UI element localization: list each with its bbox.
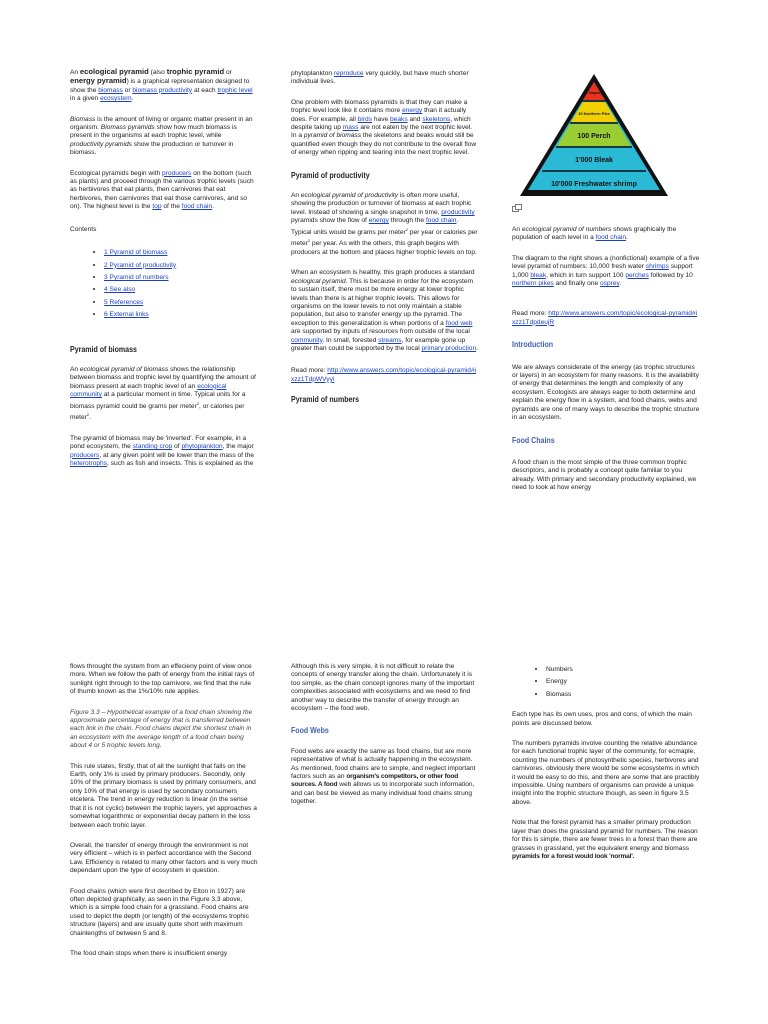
- link-community[interactable]: community: [291, 336, 323, 344]
- list-item: • Biomass: [546, 690, 700, 699]
- link-producers[interactable]: producers: [162, 169, 192, 177]
- healthy-paragraph: When an ecosystem is healthy, this graph produces a standard ecological pyramid. This is because in order for the ecosystem to sustain itself, there must be more energy at lower trophic levels than there is at higher trophic levels. This allows for organisms on the lower levels to not only maintain a stable population, but also to transfer energy up the pyramid. The exception to this generalization is when portions of a food web are supported by inputs of resources from outside of the local community. In small, forested streams, for example gone up greater than could be supported by the local primary production.: [291, 269, 478, 352]
- contents-list: [70, 248, 256, 319]
- continuation-paragraph: phytoplankton reproduce very quickly, but have much shorter individual lives.: [291, 70, 469, 86]
- forest-pyramid-paragraph: Note that the forest pyramid has a smaller primary production layer than does the grassland pyramid for numbers. The reason for this is simple, there are fewer trees in a forest than there are grasses in grassland, yet the equivalent energy and biomass pyramids for a forest would look 'normal'.: [512, 819, 698, 860]
- read-more-2: Read more: http://www.answers.com/topic/ecological-pyramid#ixzz1TdpdeujR: [512, 310, 698, 326]
- link-ecosystem[interactable]: ecosystem: [100, 95, 132, 103]
- numbers-pyramids-paragraph: The numbers pyramids involve counting the relative abundance for each functional trophic layer of the community, for ecmaple, counting the numbers of photosynthetic species, herbivores and carnivores. obviously there would be some ecosystems in which it would be easy to do this, and there are some that are practibly impossible. Using numbers of organisms can provide a unique insight into the trophic structure though, as seen in figure 3.5 above.: [512, 740, 700, 806]
- link-phytoplankton[interactable]: phytoplankton: [181, 443, 223, 451]
- link-streams[interactable]: streams: [378, 336, 402, 344]
- problem-paragraph: One problem with biomass pyramids is that they can make a trophic level look like it contains more energy than it actually does. For example, all birds have beaks and skeletons, which despite taking up mass are not eaten by the next trophic level. In a pyramid of biomass the skeletons and beaks would still be quantified even though they do not contribute to the overall flow of energy when ripping and tearing into the next trophic level.: [291, 98, 477, 157]
- link-producers-2[interactable]: producers: [70, 451, 100, 459]
- rule-paragraph: This rule states, firstly, that of all the sunlight that falls on the Earth, only 1% is used by primary producers. Secondly, only 10% of the primary biomass is used by primary consumers, and only 10% of that energy is used by secondary consumers etcetera. The trend in energy reduction is linear (in the sense that it is not cyclic) between the trophic layers, yet approaches a somewhat logarithmic or exponential decay pattern in the loss between each trohic layer.: [70, 762, 257, 829]
- pyramid-types-list: [512, 665, 700, 699]
- link-top[interactable]: top: [152, 203, 162, 211]
- contents-item[interactable]: • 2 Pyramid of productivity: [104, 261, 256, 270]
- figure-3-3-caption: Figure 3.3 – Hypothetical example of a food chain showing the approximate percentage of energy that is transferred between each link in the chain. Food chains depict the shortest chain in an ecosystem with the average length of a food chain being about 4 or 5 trophic levels long.: [70, 708, 253, 750]
- heading-pyramid-of-numbers: Pyramid of numbers: [291, 395, 360, 405]
- read-more-1: Read more: http://www.answers.com/topic/ecological-pyramid#ixzz1TdpWVyyi: [291, 367, 477, 383]
- heading-food-chains: Food Chains: [512, 435, 555, 445]
- page1-column-2: [291, 70, 479, 415]
- link-osprey[interactable]: osprey: [600, 280, 620, 288]
- link-ecological-community[interactable]: ecological community: [70, 382, 227, 399]
- numbers-paragraph: An ecological pyramid of numbers shows graphically the population of each level in a food chain.: [512, 226, 677, 242]
- link-skeletons[interactable]: skeletons: [422, 115, 451, 123]
- link-productivity[interactable]: productivity: [441, 208, 475, 216]
- term-ecological-pyramid: ecological pyramid: [79, 67, 149, 76]
- link-reproduce[interactable]: reproduce: [333, 70, 364, 77]
- biomass-definition: Biomass is the amount of living or organic matter present in an organism. Biomass pyramids show how much biomass is present in the organisms at each trophic level, while productivity pyramids show the production or turnover in biomass.: [70, 115, 253, 157]
- producers-paragraph: Ecological pyramids begin with producers on the bottom (such as plants) and proceed through the various trophic levels (such as herbivores that eat plants, then carnivores that eat herbivores, then carnivores that eat those carnivores, and so on). The highest level is the top of the food chain.: [70, 169, 254, 211]
- link-food-chain[interactable]: food chain: [181, 203, 213, 211]
- diagram-paragraph: The diagram to the right shows a (nonfictional) example of a five level pyramid of numbers: 10,000 fresh water shrimps support 1,000 bleak, which in turn support 100 perches followed by 10 northern pikes and finally one osprey.: [512, 254, 700, 288]
- read-more-link-1[interactable]: http://www.answers.com/topic/ecological-pyramid#ixzz1TdpWVyyi: [291, 367, 477, 383]
- term-energy-pyramid: energy pyramid: [70, 76, 127, 86]
- energy-flow-paragraph: flows throught the system from an effecieny point of view once more. When we follow the path of energy from the initial rays of sunlight right through to the top carnivore, we find that the rule of thumb known as the 1%/10% rule applies.: [70, 663, 255, 696]
- page2-column-2: [291, 663, 479, 815]
- link-birds[interactable]: birds: [357, 115, 373, 123]
- elton-paragraph: Food chains (which were first decribed by Elton in 1927) are often depicted graphically, as seen in the Figure 3.3 above, which is a simple food chain for a grassland. Food chains are used to depict the depth (or length) of the ecosystems trophic structure (layers) and are usually quite short with maximum chainlengths of between 5 and 8.: [70, 887, 249, 937]
- page2-column-1: [70, 663, 258, 966]
- inverted-paragraph: The pyramid of biomass may be 'inverted'. For example, in a pond ecosystem, the standing crop of phytoplankton, the major producers, at any given point will be lower than the mass of the heterotrophs, such as fish and insects. This is explained as the: [70, 434, 255, 467]
- contents-item[interactable]: • 6 External links: [104, 310, 256, 319]
- food-webs-paragraph: Food webs are exactly the same as food chains, but are more representative of what is actually happening in the ecosystem. As mentioned, food chains are to simple, and neglect important factors such as an organism's competitors, or other food sources. A food web allows us to incorporate such information, and can best be viewed as many individual food chains strung together.: [291, 747, 476, 806]
- read-more-link-2[interactable]: http://www.answers.com/topic/ecological-pyramid#ixzz1TdpdeujR: [512, 310, 698, 326]
- link-primary-production[interactable]: primary production: [421, 344, 477, 352]
- simple-paragraph: Although this is very simple, it is not difficult to relate the concepts of energy transfer along the chain. Unfortunately it is too simple, as the chain concept ignores many of the important complexities associated with ecosystems and we need to find another way to describe the transfer of energy through an ecosystem – the food web.: [291, 663, 475, 713]
- pyramid-level-4: 1'000 Bleak: [575, 157, 613, 164]
- link-heterotrophs[interactable]: heterotrophs: [70, 459, 108, 467]
- contents-label: Contents: [70, 225, 97, 233]
- food-chains-paragraph: A food chain is the most simple of the three common trophic descriptors, and is probably a concept quite familiar to you already. With primary and secondary productivity explained, we need to look at how energy: [512, 458, 697, 492]
- productivity-paragraph: An ecological pyramid of productivity is often more useful, showing the production or turnover of biomass at each trophic level. Instead of showing a single snapshot in time, productivity pyramids show the flow of energy through the food chain. Typical units would be grams per meter$^2$ per year or calories per meter$^2$ per year. As with the others, this graph begins with producers at the bottom and places higher trophic levels on top.: [291, 192, 478, 256]
- link-northern-pikes[interactable]: northern pikes: [512, 280, 554, 288]
- link-food-chain-2[interactable]: food chain: [425, 217, 457, 225]
- heading-pyramid-of-productivity: Pyramid of productivity: [291, 170, 370, 180]
- pyramid-level-3: 100 Perch: [577, 133, 611, 140]
- link-mass[interactable]: mass: [342, 124, 359, 132]
- link-energy-2[interactable]: energy: [368, 217, 389, 225]
- link-standing-crop[interactable]: standing crop: [132, 443, 173, 451]
- heading-introduction: Introduction: [512, 340, 554, 350]
- enlarge-icon[interactable]: [512, 204, 522, 212]
- intro-paragraph: An ecological pyramid (also trophic pyramid or energy pyramid) is a graphical representation designed to show the biomass or biomass productivity at each trophic level in a given ecosystem.: [70, 67, 253, 103]
- pyramid-level-2: 10 Northern Pike: [578, 111, 610, 116]
- link-trophic-level[interactable]: trophic level: [217, 86, 253, 94]
- page1-column-1: [70, 68, 256, 476]
- link-beaks[interactable]: beaks: [390, 115, 408, 123]
- link-bleak[interactable]: bleak: [530, 271, 547, 279]
- transfer-paragraph: Overall, the transfer of energy through the environment is not very efficient – which is in perfect accordance with the Second Law. Efficiency is related to many other factors and is very much dependant upon the type of ecosystem in question.: [70, 841, 258, 875]
- link-shrimps[interactable]: shrimps: [645, 263, 669, 271]
- link-food-chain-3[interactable]: food chain: [595, 234, 627, 242]
- introduction-paragraph: We are always considerate of the energy (as trophic structures or layers) in an ecosystem for many reasons. It is the availability of energy that determines the length and complexity of any ecosystem. Ecologists are always eager to both determine and explain the energy flow in a system, and food chains, webs and pyramids are one of many ways to describe the trophic structure in an ecosystem.: [512, 363, 700, 422]
- heading-food-webs: Food Webs: [291, 726, 329, 736]
- heading-pyramid-of-biomass: Pyramid of biomass: [70, 344, 137, 354]
- page2-column-3: [512, 665, 700, 869]
- biomass-paragraph: An ecological pyramid of biomass shows the relationship between biomass and trophic level by quantifying the amount of biomass present at each trophic level of an ecological community at a particular moment in time. Typical units for a biomass pyramid could be grams per meter$^2$, or calories per meter$^2$.: [70, 365, 256, 422]
- contents-item[interactable]: • 3 Pyramid of numbers: [104, 273, 256, 282]
- pyramid-level-1: 1 Osprey: [585, 90, 603, 95]
- link-perches[interactable]: perches: [625, 271, 649, 279]
- contents-item[interactable]: • 5 References: [104, 298, 256, 307]
- link-biomass-productivity[interactable]: biomass productivity: [132, 86, 193, 94]
- list-item: • Energy: [546, 677, 700, 686]
- pyramid-level-5: 10'000 Freshwater shrimp: [551, 181, 637, 188]
- term-trophic-pyramid: trophic pyramid: [166, 67, 225, 76]
- link-food-web[interactable]: food web: [445, 319, 473, 327]
- list-item: • Numbers: [546, 665, 700, 674]
- link-energy[interactable]: energy: [402, 107, 423, 115]
- contents-item[interactable]: • 4 See also: [104, 285, 256, 294]
- contents-item[interactable]: • 1 Pyramid of biomass: [104, 248, 256, 257]
- pyramid-of-numbers-figure: [518, 72, 670, 200]
- link-biomass[interactable]: biomass: [98, 86, 123, 94]
- uses-paragraph: Each type has its own uses, pros and cons, of which the main points are discussed below.: [512, 711, 692, 727]
- page1-column-3: [512, 226, 700, 501]
- stops-paragraph: The food chain stops when there is insufficient energy: [70, 949, 228, 957]
